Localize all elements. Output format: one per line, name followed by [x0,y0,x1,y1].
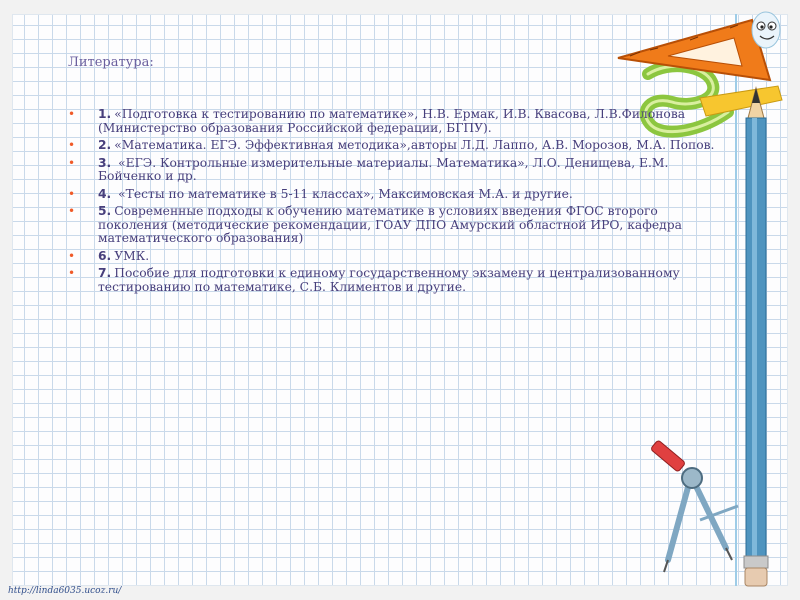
item-number: 3. [98,155,112,170]
item-text: «Тесты по математике в 5-11 классах», Максимовская М.А. и другие. [114,186,573,201]
item-text: «Математика. ЕГЭ. Эффективная методика»,авторы Л.Д. Лаппо, А.В. Морозов, М.А. Попов. [114,138,715,152]
list-item [68,139,718,153]
bullet-icon: • [68,248,76,263]
page-title: Литература: [68,55,154,70]
item-number: 2. [98,138,112,152]
item-text: УМК. [114,248,150,263]
compass-icon [650,440,738,572]
bullet-icon: • [68,186,76,201]
bullet-icon: • [68,155,76,170]
item-number: 6. [98,248,112,263]
bullet-icon: • [68,204,76,218]
source-link[interactable]: http://linda6035.ucoz.ru/ [8,586,122,596]
list-item [68,108,718,135]
list-item [68,250,718,264]
list-item [68,205,718,246]
bullet-icon: • [68,107,76,121]
list-item [68,157,718,184]
item-text: «ЕГЭ. Контрольные измерительные материалы. Математика», Л.О. Денищева, Е.М. Бойченко и др. [98,155,669,183]
item-number: 7. [98,266,112,280]
list-item [68,267,718,294]
item-text: Пособие для подготовки к единому государственному экзамену и централизованному тестированию по математике, С.Б. Климентов и другие. [98,266,680,294]
smiley-icon [752,12,780,48]
item-text: «Подготовка к тестированию по математике», Н.В. Ермак, И.В. Квасова, Л.В.Филонова (Министерство образования Российской федерации, БГПУ). [98,107,686,135]
literature-list [68,108,718,298]
bullet-icon: • [68,266,76,280]
item-number: 1. [98,107,112,121]
item-number: 5. [98,204,112,218]
bullet-icon: • [68,138,76,152]
item-text: Современные подходы к обучению математике в условиях введения ФГОС второго поколения (методические рекомендации, ГОАУ ДПО Амурский областной ИРО, кафедра математического образования) [98,204,682,245]
pencil-icon [744,88,768,586]
item-number: 4. [98,186,112,201]
list-item [68,188,718,202]
